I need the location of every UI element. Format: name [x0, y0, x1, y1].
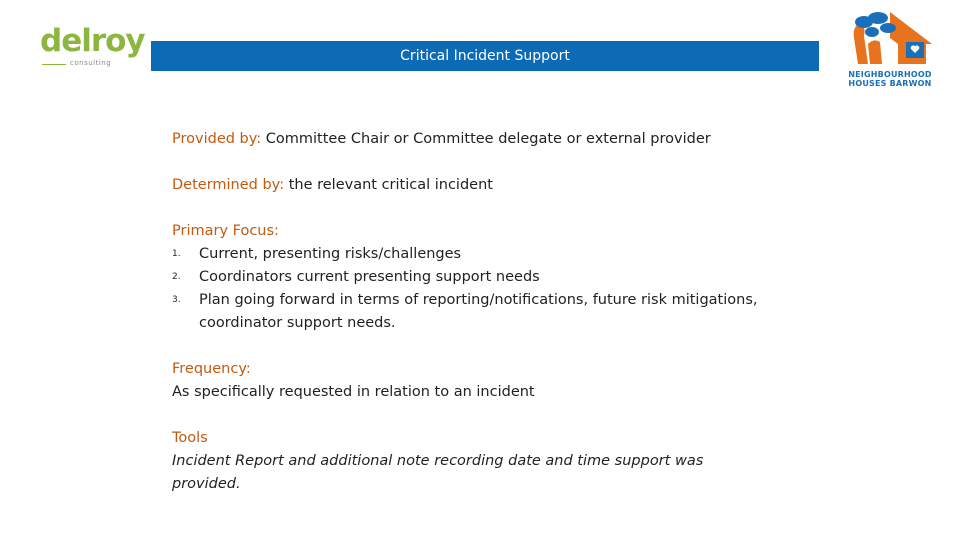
- org-name-line1: NEIGHBOURHOOD: [848, 70, 932, 79]
- list-item-text: Coordinators current presenting support needs: [199, 269, 540, 285]
- tools-section: [172, 427, 812, 496]
- provided-by-value: Committee Chair or Committee delegate or external provider: [261, 131, 711, 147]
- tools-value: Incident Report and additional note recording date and time support was provided.: [172, 453, 704, 492]
- page-title: Critical Incident Support: [400, 48, 570, 64]
- primary-focus-section: [172, 220, 812, 335]
- frequency-label: Frequency:: [172, 361, 251, 377]
- list-item: [172, 266, 812, 289]
- frequency-value: As specifically requested in relation to an incident: [172, 384, 535, 400]
- list-item-number: 1.: [172, 249, 181, 259]
- neighbourhood-houses-barwon-logo: [840, 8, 940, 90]
- primary-focus-label: Primary Focus:: [172, 223, 279, 239]
- primary-focus-list: [172, 243, 812, 335]
- logo-subtext: consulting: [70, 59, 112, 67]
- delroy-consulting-logo: [40, 23, 145, 73]
- house-tree-icon: [844, 8, 936, 66]
- provided-by-label: Provided by:: [172, 131, 262, 147]
- main-content: [172, 128, 812, 519]
- list-item: [172, 243, 812, 266]
- list-item-number: 2.: [172, 272, 181, 282]
- tools-label: Tools: [172, 430, 208, 446]
- list-item-text: Plan going forward in terms of reporting/notifications, future risk mitigations, coordinator support needs.: [199, 292, 758, 331]
- determined-by-section: [172, 174, 812, 197]
- determined-by-value: the relevant critical incident: [284, 177, 493, 193]
- list-item-text: Current, presenting risks/challenges: [199, 246, 462, 262]
- provided-by-section: [172, 128, 812, 151]
- frequency-section: [172, 358, 812, 404]
- list-item-number: 3.: [172, 295, 181, 305]
- title-bar: [151, 41, 819, 71]
- org-name-line2: HOUSES BARWON: [848, 79, 932, 88]
- list-item: [172, 289, 812, 335]
- logo-wordmark: delroy: [40, 23, 145, 59]
- determined-by-label: Determined by:: [172, 177, 285, 193]
- logo-underline: [42, 64, 66, 65]
